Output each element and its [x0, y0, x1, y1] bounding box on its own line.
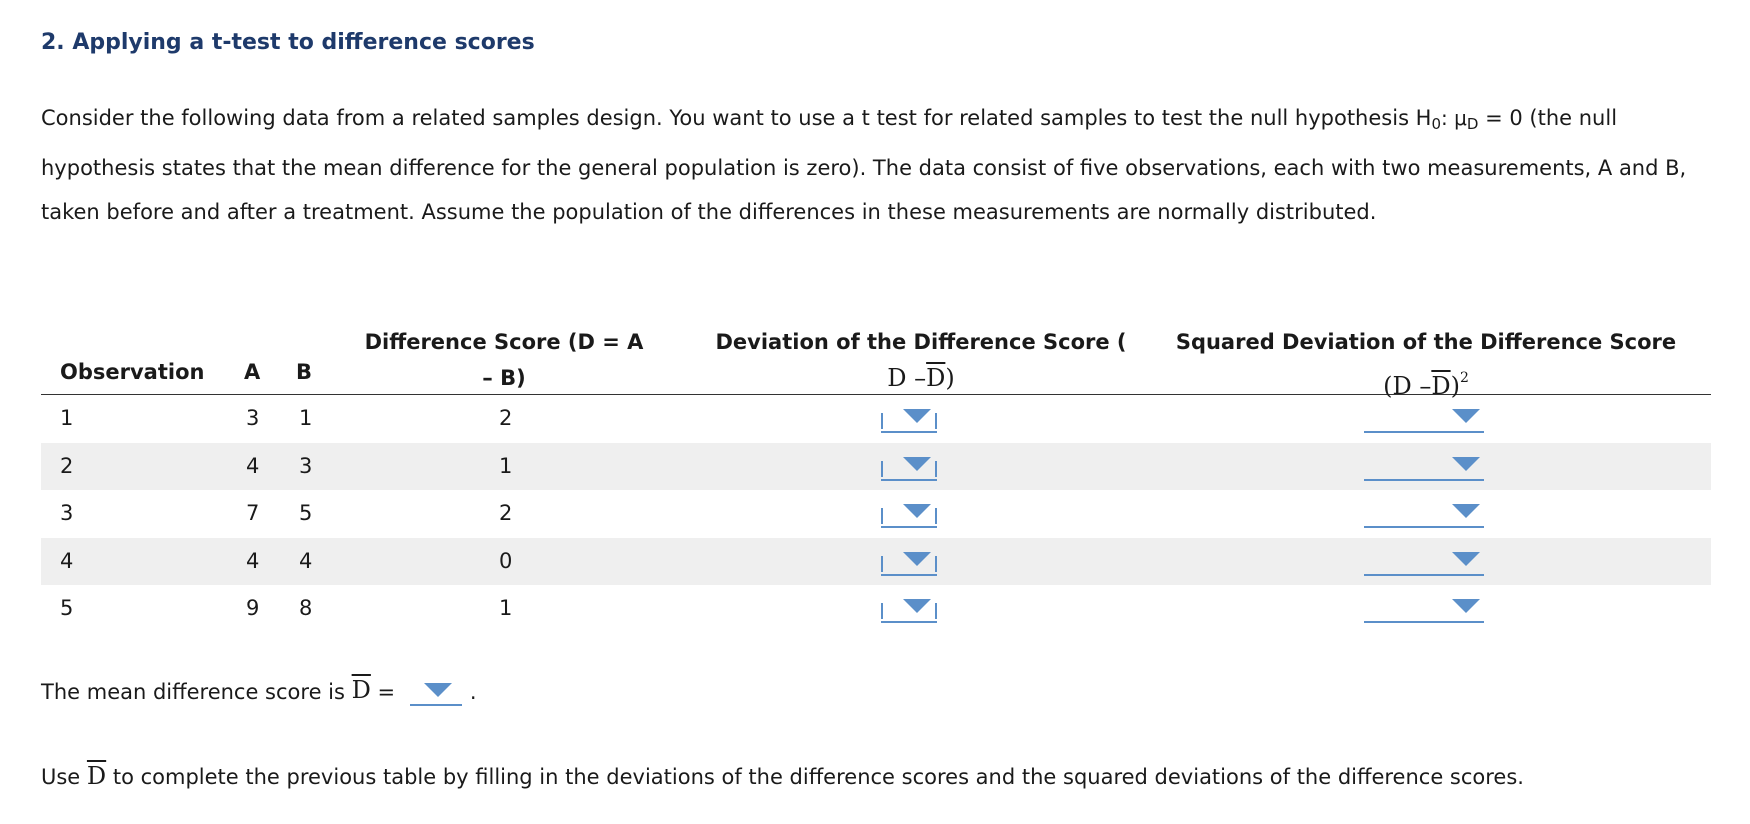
mu-symbol: : μ	[1441, 106, 1467, 130]
header-diff-line1: Difference Score (D = A	[364, 330, 644, 354]
caret-down-icon	[424, 683, 452, 697]
mean-text: The mean difference score is	[41, 680, 352, 704]
cell-b: 1	[299, 406, 313, 430]
header-deviation	[696, 324, 1146, 396]
dropdown-divider	[881, 556, 883, 572]
use-symbol-dbar: $\overline{D}$	[86, 762, 107, 790]
cell-observation: 4	[60, 548, 74, 573]
deviation-dropdown[interactable]	[881, 595, 937, 623]
cell-a: 4	[246, 548, 260, 573]
cell-diff: 1	[499, 596, 513, 620]
header-sq-line1: Squared Deviation of the Difference Score	[1175, 330, 1677, 354]
h-subscript: 0	[1431, 115, 1442, 133]
section-heading: 2. Applying a t-test to difference scores	[41, 30, 535, 55]
cell-b: 8	[299, 596, 313, 620]
cell-b: 5	[299, 501, 313, 525]
cell-diff: 2	[499, 406, 513, 430]
dev-formula-d: D –	[887, 364, 927, 392]
header-observation: Observation	[60, 360, 205, 384]
caret-down-icon	[1452, 552, 1480, 566]
caret-down-icon	[1452, 504, 1480, 518]
sq-formula-dbar: $\overline{D}$	[1431, 372, 1451, 400]
caret-down-icon	[1452, 457, 1480, 471]
cell-a: 4	[246, 453, 260, 478]
header-dev-line1: Deviation of the Difference Score (	[715, 330, 1127, 354]
squared-deviation-dropdown[interactable]	[1364, 500, 1484, 528]
dropdown-divider	[935, 508, 937, 524]
cell-diff: 2	[499, 501, 513, 525]
caret-down-icon	[1452, 409, 1480, 423]
intro-text-1: Consider the following data from a related samples design. You want to use a t test for related samples to test the null hypothesis H	[41, 106, 1432, 130]
data-table	[41, 316, 1711, 633]
header-squared-deviation	[1161, 324, 1691, 404]
dropdown-divider	[935, 556, 937, 572]
cell-observation: 5	[60, 596, 74, 620]
header-dev-formula	[696, 360, 1146, 396]
mean-equals: =	[370, 680, 396, 704]
cell-a: 7	[246, 501, 260, 525]
squared-deviation-dropdown[interactable]	[1364, 595, 1484, 623]
use-prefix: Use	[41, 765, 87, 789]
intro-paragraph	[41, 96, 1721, 234]
mu-subscript: D	[1466, 115, 1479, 133]
dropdown-divider	[881, 603, 883, 619]
cell-diff: 0	[499, 548, 513, 573]
table-header	[41, 316, 1711, 400]
table-row	[41, 395, 1711, 443]
cell-observation: 1	[60, 406, 74, 430]
header-difference-score	[359, 324, 649, 396]
sq-formula-close: )	[1450, 372, 1460, 400]
intro-text-2: = 0 (the null hypothesis states that the mean difference for the general population is zero). The data consist of five observations, each with two measurements, A and B, taken before and after a treatment. Assume the population of the differences in these measurements are normally distributed.	[41, 106, 1687, 224]
caret-down-icon	[903, 552, 931, 566]
dropdown-divider	[881, 413, 883, 429]
instruction-line	[41, 762, 1524, 790]
sq-formula-exponent: 2	[1459, 370, 1469, 386]
caret-down-icon	[903, 599, 931, 613]
table-row	[41, 585, 1711, 633]
cell-diff: 1	[499, 453, 513, 478]
table-row	[41, 538, 1711, 586]
dev-formula-close: )	[945, 364, 955, 392]
table-row	[41, 490, 1711, 538]
deviation-dropdown[interactable]	[881, 548, 937, 576]
caret-down-icon	[903, 409, 931, 423]
dropdown-divider	[935, 461, 937, 477]
cell-a: 3	[246, 406, 260, 430]
use-suffix: to complete the previous table by filling in the deviations of the difference scores and the squared deviations of the difference scores.	[106, 765, 1524, 789]
dev-formula-dbar: $\overline{D}$	[926, 364, 946, 392]
header-a: A	[244, 360, 261, 384]
header-b: B	[296, 360, 313, 384]
caret-down-icon	[903, 457, 931, 471]
cell-observation: 3	[60, 501, 74, 525]
deviation-dropdown[interactable]	[881, 500, 937, 528]
squared-deviation-dropdown[interactable]	[1364, 548, 1484, 576]
cell-b: 4	[299, 548, 313, 573]
dropdown-divider	[935, 603, 937, 619]
deviation-dropdown[interactable]	[881, 453, 937, 481]
squared-deviation-dropdown[interactable]	[1364, 405, 1484, 433]
caret-down-icon	[1452, 599, 1480, 613]
table-row	[41, 443, 1711, 491]
mean-symbol-dbar: $\overline{D}$	[351, 676, 371, 704]
cell-a: 9	[246, 596, 260, 620]
deviation-dropdown[interactable]	[881, 405, 937, 433]
mean-difference-dropdown[interactable]	[410, 678, 462, 706]
mean-period: .	[469, 680, 477, 704]
dropdown-divider	[881, 508, 883, 524]
squared-deviation-dropdown[interactable]	[1364, 453, 1484, 481]
header-diff-line2: – B)	[482, 366, 526, 390]
caret-down-icon	[903, 504, 931, 518]
cell-observation: 2	[60, 453, 74, 478]
mean-difference-line	[41, 676, 477, 712]
dropdown-divider	[935, 413, 937, 429]
dropdown-divider	[881, 461, 883, 477]
sq-formula-open: (D –	[1383, 372, 1432, 400]
cell-b: 3	[299, 453, 313, 478]
